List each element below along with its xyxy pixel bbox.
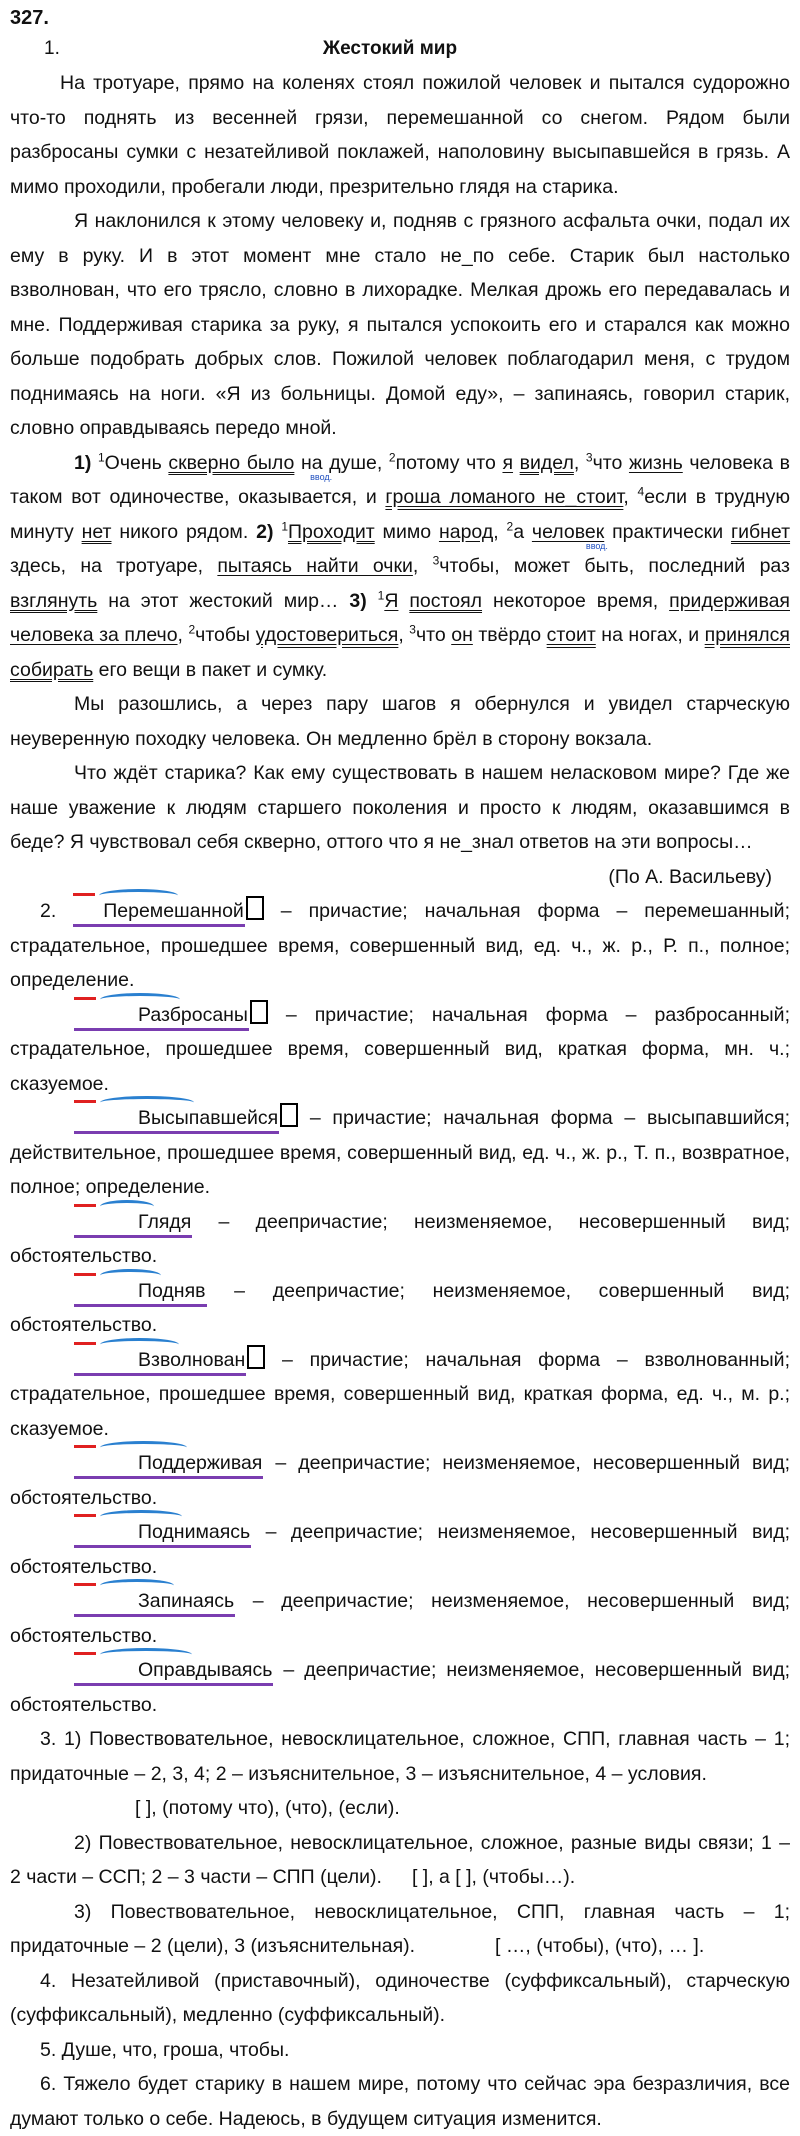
introductory-word: ввод. оказывается xyxy=(238,486,352,508)
analysis-text xyxy=(513,452,520,474)
scheme-2: [ ], а [ ], (чтобы…). xyxy=(411,1866,576,1888)
morph-word: Подняв xyxy=(74,1278,207,1307)
ending-box xyxy=(250,1000,268,1024)
analysis-text: , xyxy=(573,451,586,474)
analysis-text: потому что xyxy=(395,451,503,474)
text-paragraph-3: Мы разошлись, а через пару шагов я обернулся и увидел старческую неуверенную походку человека. Он медленно брёл в сторону вокзала. xyxy=(10,693,790,750)
adverbial-phrase: придерживая человека за плечо xyxy=(10,589,790,646)
analysis-text: чтобы xyxy=(195,624,256,646)
part4-answer: 4. Незатейливой (приставочный), одиночестве (суффиксальный), старческую (суффиксальный), медленно (суффиксальный). xyxy=(10,1969,790,2026)
adverbial-phrase: пытаясь найти очки xyxy=(217,555,413,577)
introductory-word: ввод. может быть xyxy=(514,555,629,577)
analysis-text: твёрдо xyxy=(472,624,547,646)
morph-item-3 xyxy=(10,1101,790,1205)
part6-answer: 6. Тяжело будет старику в нашем мире, потому что сейчас эра безразличия, все думают только о себе. Надеюсь, в будущем ситуация изменится. xyxy=(10,2073,790,2130)
analysis-text: чтобы, xyxy=(439,555,514,577)
morph-description: – причастие; начальная форма – высыпавшийся; действительное, прошедшее время, совершенный вид, ед. ч., ж. р., Т. п., возвратное, полное; определение. xyxy=(10,1107,790,1198)
scheme-1: [ ], (потому что), (что), (если). xyxy=(135,1797,400,1819)
analysis-text xyxy=(398,590,409,612)
part1-number: 1. xyxy=(44,38,60,59)
part-marker: 3 xyxy=(432,553,440,568)
predicate: стоит xyxy=(546,624,596,646)
analysis-text: , и xyxy=(351,486,386,508)
analysis-text: на этот жестокий мир… xyxy=(97,589,339,612)
predicate: гибнет xyxy=(730,520,791,543)
ending-box xyxy=(280,1103,298,1127)
morph-item-9 xyxy=(10,1584,790,1653)
subject: Я xyxy=(384,589,399,612)
morph-word: Взволнован xyxy=(74,1347,246,1376)
morph-word: Оправдываясь xyxy=(74,1657,273,1686)
exercise-page xyxy=(10,4,790,2136)
syntax-3 xyxy=(10,1895,790,1964)
predicate: нет xyxy=(81,520,112,543)
predicate: гроша ломаного не_стоит xyxy=(385,486,624,508)
analysis-text: , xyxy=(398,624,410,646)
part5-answer: 5. Душе, что, гроша, чтобы. xyxy=(40,2038,290,2061)
morph-word: Запинаясь xyxy=(74,1588,235,1617)
analysis-text: Очень xyxy=(104,451,169,474)
analysis-text: если в трудную минуту xyxy=(10,486,790,543)
part-marker: 3 xyxy=(585,450,593,464)
part-marker: 1 xyxy=(97,450,105,464)
text-paragraph-4: Что ждёт старика? Как ему существовать в нашем неласковом мире? Где же наше уважение к людям старшего поколения и просто к людям, оказавшимся в беде? Я чувствовал себя скверно, оттого что я не_знал ответов на эти вопросы… xyxy=(10,762,790,853)
morph-item-1 xyxy=(10,894,790,998)
subject: жизнь xyxy=(628,451,683,474)
predicate: принялся собирать xyxy=(10,624,790,681)
morph-description: – причастие; начальная форма – перемешанный; страдательное, прошедшее время, совершенный вид, ед. ч., ж. р., Р. п., полное; определение. xyxy=(10,900,790,991)
part-marker: 3 xyxy=(409,622,416,637)
subject: человек xyxy=(531,520,605,543)
syntax-2-text: 2) Повествовательное, невосклицательное, сложное, разные виды связи; 1 – 2 части – ССП; 2 – 3 части – СПП (цели). xyxy=(10,1831,790,1888)
attribution: (По А. Васильеву) xyxy=(608,865,772,888)
analysis-text: практически xyxy=(604,520,731,543)
syntax-3-text: 3) Повествовательное, невосклицательное, СПП, главная часть – 1; придаточные – 2 (цели), 3 (изъяснительная). xyxy=(10,1900,790,1957)
analysis-text: мимо xyxy=(374,520,439,543)
morph-description: – причастие; начальная форма – разбросанный; страдательное, прошедшее время, совершенный вид, краткая форма, мн. ч.; сказуемое. xyxy=(10,1003,790,1095)
ending-box xyxy=(246,896,264,920)
analysis-text: никого рядом. xyxy=(111,520,249,543)
predicate: взглянуть xyxy=(10,589,98,612)
predicate: Проходит xyxy=(288,520,375,543)
text-paragraph-1: На тротуаре, прямо на коленях стоял пожилой человек и пытался судорожно что-то поднять из весенней грязи, перемешанной со снегом. Рядом были разбросаны сумки с незатейливой поклажей, наполовину высыпавшейся в грязь. А мимо проходили, пробегали люди, презрительно глядя на старика. xyxy=(10,72,790,198)
morph-item-6 xyxy=(10,1343,790,1447)
part-marker: 4 xyxy=(637,484,645,499)
text-title: Жестокий мир xyxy=(322,38,458,59)
predicate: видел xyxy=(519,451,574,474)
analysis-text: что xyxy=(415,624,452,646)
subject: я xyxy=(502,451,514,474)
exercise-number: 327. xyxy=(10,7,49,29)
analysis-text: на душе, xyxy=(294,451,389,474)
morph-description: – деепричастие; неизменяемое, несовершенный вид; обстоятельство. xyxy=(10,1452,790,1509)
analysis-text: , xyxy=(412,555,433,577)
morph-description: – деепричастие; неизменяемое, несовершенный вид; обстоятельство. xyxy=(10,1521,790,1578)
part2-number: 2. xyxy=(40,900,57,922)
ending-box xyxy=(247,1345,265,1369)
subject: народ xyxy=(438,520,494,543)
analysis-text: что xyxy=(592,451,629,474)
part-marker: 2 xyxy=(188,622,196,637)
morph-description: – деепричастие; неизменяемое, несовершенный вид; обстоятельство. xyxy=(10,1210,790,1267)
predicate: постоял xyxy=(409,589,483,612)
analysis-text: , xyxy=(623,486,638,508)
morph-item-4 xyxy=(10,1205,790,1274)
analysis-text: здесь, на тротуаре, xyxy=(10,555,218,577)
sentence-1-label: 1) xyxy=(74,451,92,474)
sentence-analysis xyxy=(10,446,790,688)
analysis-text: , xyxy=(177,624,189,646)
analysis-text: а xyxy=(513,520,532,543)
syntax-2 xyxy=(10,1826,790,1895)
morph-item-5 xyxy=(10,1274,790,1343)
analysis-text: некоторое время, xyxy=(482,589,670,612)
morph-word: Поддерживая xyxy=(74,1450,263,1479)
sentence-3-label: 3) xyxy=(349,589,367,612)
predicate: удостовериться xyxy=(255,624,399,646)
analysis-text: , xyxy=(493,520,507,543)
part-marker: 1 xyxy=(281,519,289,533)
morph-item-7 xyxy=(10,1446,790,1515)
text-header xyxy=(10,32,790,66)
morph-word: Высыпавшейся xyxy=(74,1105,279,1134)
scheme-3: [ …, (чтобы), (что), … ]. xyxy=(495,1935,705,1957)
morph-description: – деепричастие; неизменяемое, несовершенный вид; обстоятельство. xyxy=(10,1659,790,1716)
analysis-text: его вещи в пакет и сумку. xyxy=(93,658,328,681)
morph-item-2 xyxy=(10,998,790,1102)
morph-description: – причастие; начальная форма – взволнованный; страдательное, прошедшее время, совершенный вид, краткая форма, ед. ч., м. р.; сказуемое. xyxy=(10,1348,790,1440)
part-marker: 2 xyxy=(506,519,514,533)
text-paragraph-2: Я наклонился к этому человеку и, подняв с грязного асфальта очки, подал их ему в руку. И в этот момент мне стало не_по себе. Старик был настолько взволнован, что его трясло, словно в лихорадке. Мелкая дрожь его передавалась и мне. Поддерживая старика за руку, я пытался успокоить его и старался как можно больше подобрать добрых слов. Пожилой человек поблагодарил меня, с трудом поднимаясь на ноги. «Я из больницы. Домой еду», – запинаясь, говорил старик, словно оправдываясь передо мной. xyxy=(10,210,790,439)
morph-item-8 xyxy=(10,1515,790,1584)
part-marker: 2 xyxy=(388,450,396,464)
morph-description: – деепричастие; неизменяемое, несовершенный вид; обстоятельство. xyxy=(10,1590,790,1647)
analysis-text: , последний раз xyxy=(628,555,790,577)
analysis-text: на ногах, и xyxy=(595,624,705,646)
morph-description: – деепричастие; неизменяемое, совершенный вид; обстоятельство. xyxy=(10,1279,790,1336)
morph-word: Поднимаясь xyxy=(74,1519,251,1548)
sentence-2-label: 2) xyxy=(256,520,274,543)
syntax-1: 3. 1) Повествовательное, невосклицательное, сложное, СПП, главная часть – 1; придаточные – 2, 3, 4; 2 – изъяснительное, 3 – изъяснительное, 4 – условия. xyxy=(10,1728,790,1785)
morph-word: Разбросаны xyxy=(74,1002,249,1031)
morph-word: Глядя xyxy=(74,1209,192,1238)
morph-word: Перемешанной xyxy=(73,898,245,927)
part-marker: 1 xyxy=(377,588,385,602)
subject: он xyxy=(451,624,473,646)
predicate: скверно было xyxy=(168,451,295,474)
analysis-text: человека в таком вот одиночестве, xyxy=(10,451,790,508)
morph-item-10 xyxy=(10,1653,790,1722)
